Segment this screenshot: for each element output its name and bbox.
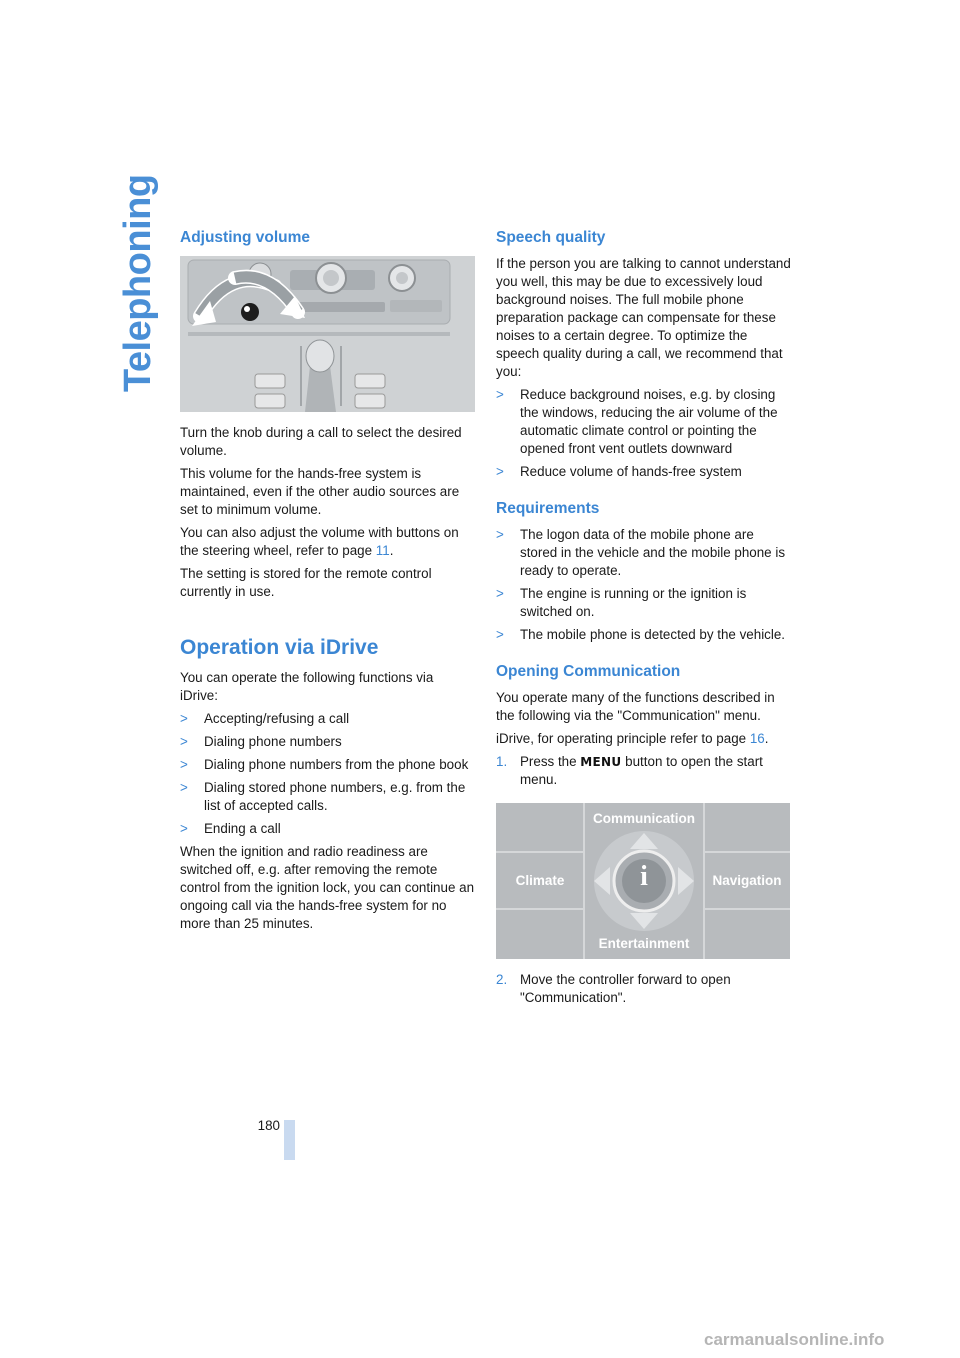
list-item	[180, 733, 475, 751]
list-item	[496, 585, 791, 621]
list-item	[496, 463, 791, 481]
page-link-16[interactable]: 16	[749, 731, 765, 746]
idrive-intro: You can operate the following functions via iDrive:	[180, 670, 434, 703]
left-column	[180, 228, 475, 938]
right-column	[496, 228, 791, 1012]
list-item	[496, 626, 791, 644]
list-item	[496, 526, 791, 580]
bullet-mark: >	[180, 821, 188, 836]
volume-paragraph-3-end: .	[389, 543, 394, 558]
page-number: 180	[257, 1118, 280, 1133]
step-1-text-end: button to open the start menu.	[520, 754, 763, 787]
bullet-mark: >	[180, 780, 188, 795]
list-item-text: Dialing phone numbers	[204, 734, 342, 749]
list-item-text: Reduce volume of hands-free system	[520, 464, 742, 479]
communication-steps-1	[496, 753, 791, 789]
console-figure	[180, 256, 475, 412]
bullet-mark: >	[496, 464, 504, 479]
communication-heading: Opening Communication	[496, 663, 681, 680]
chapter-title-text: Telephoning	[117, 174, 159, 392]
idrive-function-list	[180, 710, 475, 838]
step-number: 1.	[496, 754, 508, 769]
page-link-11[interactable]: 11	[375, 543, 390, 558]
list-item-text: Dialing phone numbers from the phone book	[204, 757, 469, 772]
communication-paragraph-2-text: iDrive, for operating principle refer to page	[496, 731, 750, 746]
bullet-mark: >	[180, 734, 188, 749]
speech-heading: Speech quality	[496, 229, 606, 246]
speech-tips-list	[496, 386, 791, 481]
list-item	[180, 779, 475, 815]
menu-key-icon: MENU	[580, 755, 622, 769]
list-item-text: Reduce background noises, e.g. by closing the windows, reducing the air volume of the automatic climate control or pointing the opened front vent outlets downward	[520, 387, 778, 456]
volume-paragraph-3-text: You can also adjust the volume with buttons on the steering wheel, refer to page	[180, 525, 459, 558]
communication-paragraph-2-end: .	[764, 731, 769, 746]
step-number: 2.	[496, 972, 508, 987]
list-item-text: Ending a call	[204, 821, 281, 836]
list-item	[180, 820, 475, 838]
list-item-text: The logon data of the mobile phone are stored in the vehicle and the mobile phone is ready to operate.	[520, 527, 786, 578]
volume-paragraph-4: The setting is stored for the remote control currently in use.	[180, 566, 432, 599]
bullet-mark: >	[496, 527, 504, 542]
bullet-mark: >	[180, 711, 188, 726]
communication-steps-2	[496, 971, 791, 1007]
step-1-text: Press the	[520, 754, 581, 769]
center-console-illustration	[180, 256, 475, 412]
menu-item-navigation: Navigation	[712, 873, 782, 888]
menu-item-climate: Climate	[515, 873, 565, 888]
list-item	[496, 386, 791, 458]
bullet-mark: >	[180, 757, 188, 772]
volume-paragraph-1: Turn the knob during a call to select the desired volume.	[180, 425, 462, 458]
bullet-mark: >	[496, 627, 504, 642]
idrive-start-menu-figure	[496, 803, 791, 959]
volume-paragraph-2: This volume for the hands-free system is maintained, even if the other audio sources are set to minimum volume.	[180, 466, 460, 517]
list-item-text: The engine is running or the ignition is switched on.	[520, 586, 747, 619]
watermark: carmanualsonline.info	[704, 1330, 885, 1349]
requirements-list	[496, 526, 791, 644]
step-2-text: Move the controller forward to open "Communication".	[520, 972, 731, 1005]
speech-paragraph: If the person you are talking to cannot understand you well, this may be due to excessively loud background noises. The full mobile phone preparation package can compensate for these noises to a certain degree. To optimize the speech quality during a call, we recommend that you:	[496, 256, 791, 379]
menu-item-entertainment: Entertainment	[598, 936, 690, 951]
info-icon: i	[640, 861, 648, 892]
bullet-mark: >	[496, 586, 504, 601]
menu-item-communication: Communication	[592, 811, 695, 826]
step-1	[496, 753, 791, 789]
volume-paragraph-3	[180, 524, 475, 560]
list-item	[180, 756, 475, 774]
idrive-heading: Operation via iDrive	[180, 636, 379, 659]
communication-paragraph-1: You operate many of the functions described in the following via the "Communication" menu.	[496, 690, 775, 723]
volume-heading: Adjusting volume	[180, 229, 311, 246]
list-item-text: The mobile phone is detected by the vehicle.	[520, 627, 786, 642]
requirements-heading: Requirements	[496, 500, 600, 517]
page-tab-bar	[284, 1120, 295, 1160]
idrive-note: When the ignition and radio readiness are switched off, e.g. after removing the remote control from the ignition lock, you can continue an ongoing call via the hands-free system for no more than 25 minutes.	[180, 844, 475, 931]
communication-paragraph-2	[496, 730, 791, 748]
step-2	[496, 971, 791, 1007]
list-item-text: Accepting/refusing a call	[204, 711, 350, 726]
list-item-text: Dialing stored phone numbers, e.g. from the list of accepted calls.	[204, 780, 466, 813]
bullet-mark: >	[496, 387, 504, 402]
list-item	[180, 710, 475, 728]
chapter-title	[112, 174, 162, 402]
